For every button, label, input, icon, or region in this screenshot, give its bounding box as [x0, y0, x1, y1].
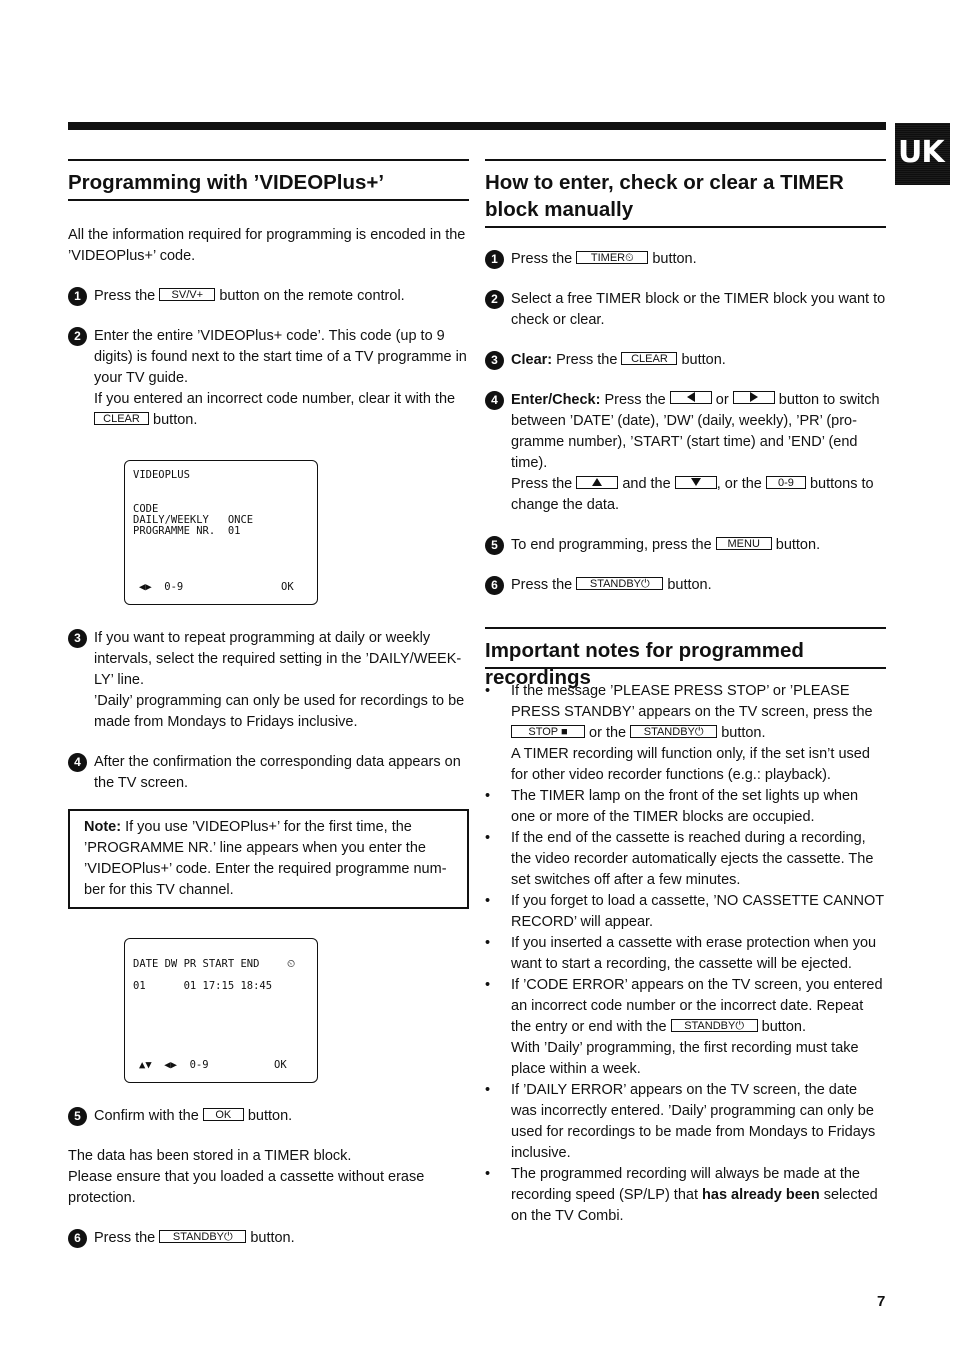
- step-number: 1: [485, 250, 504, 269]
- list-text: The programmed recording will always be made at the recording speed (SP/LP) that: [511, 1166, 860, 1203]
- list-text: If ’DAILY ERROR’ appears on the TV screen, the date was incorrectly entered. ’Daily’ programming can only be used for recordings to be made from Mondays to Fridays inclusive.: [511, 1082, 876, 1161]
- sv-v-plus-button: SV/V+: [159, 288, 215, 301]
- language-tab: [895, 123, 950, 185]
- step-number: 1: [68, 287, 87, 306]
- digits-button: 0-9: [766, 476, 806, 489]
- step-text: ’Daily’ programming can only be used for recordings to be made from Mondays to Fridays inclusive.: [94, 693, 465, 730]
- step-2: [68, 326, 469, 431]
- step-text: button to switch between ’DATE’ (date), ’DW’ (daily, weekly), ’PR’ (pro-gramme number), ’START’ (start time) and ’END’ (end time).: [511, 392, 880, 471]
- step-r3: [485, 350, 886, 371]
- step-r1: [485, 249, 886, 270]
- clock-icon: ⏲: [287, 958, 296, 970]
- left-arrow-button: [670, 391, 712, 404]
- screen-line: CODE: [133, 503, 159, 515]
- page-number: 7: [877, 1293, 886, 1310]
- step-number: 5: [68, 1107, 87, 1126]
- step-text: or: [715, 392, 729, 408]
- screen-footer-ok: OK: [274, 1059, 287, 1071]
- step-text: button.: [652, 251, 697, 267]
- screen-footer-ok: OK: [281, 581, 294, 593]
- screen-line: DAILY/WEEKLY ONCE: [133, 514, 254, 526]
- list-item: [485, 1080, 886, 1164]
- step-text: Select a free TIMER block or the TIMER block you want to check or clear.: [511, 291, 886, 328]
- step-text: To end programming, press the: [511, 537, 712, 553]
- note-text: If you use ’VIDEOPlus+’ for the first time, the ’PROGRAMME NR.’ line appears when you enter the ’VIDEOPlus+’ code. Enter the required programme num-ber for this TV channel.: [84, 819, 447, 898]
- note-label: Note:: [84, 819, 122, 835]
- left-column: [68, 159, 469, 431]
- list-item: [485, 681, 886, 786]
- list-text: A TIMER recording will function only, if the set isn’t used for other video recorder functions (e.g.: playback).: [511, 746, 870, 783]
- list-item: [485, 933, 886, 975]
- list-text: button.: [721, 725, 766, 741]
- list-text: If the end of the cassette is reached during a recording, the video recorder automatically ejects the cassette. The set switches off after a few minutes.: [511, 830, 874, 888]
- step-text: Press the: [511, 251, 573, 267]
- list-text-bold: has already been: [702, 1187, 820, 1203]
- step-label: Clear:: [511, 352, 553, 368]
- step-number: 4: [68, 753, 87, 772]
- step-3: [68, 628, 469, 733]
- step-r4: [485, 390, 886, 516]
- step-number: 3: [68, 629, 87, 648]
- step-r5: [485, 535, 886, 556]
- down-arrow-button: [675, 476, 717, 489]
- step-text: Enter the entire ’VIDEOPlus+ code’. This code (up to 9 digits) is found next to the start time of a TV programme in your TV guide.: [94, 328, 467, 386]
- step-number: 6: [68, 1229, 87, 1248]
- stored-text: The data has been stored in a TIMER block.: [68, 1148, 352, 1164]
- list-item: [485, 891, 886, 933]
- note-box: [68, 809, 469, 909]
- list-text: If you forget to load a cassette, ’NO CASSETTE CANNOT RECORD’ will appear.: [511, 893, 884, 930]
- step-text: button.: [247, 1108, 293, 1124]
- timer-button: TIMER⏲: [576, 251, 648, 264]
- stop-button: STOP ■: [511, 725, 585, 738]
- step-number: 3: [485, 351, 504, 370]
- step-text: and the: [622, 476, 671, 492]
- language-tab-label: UK: [898, 135, 944, 170]
- list-item: [485, 786, 886, 828]
- step-label: Enter/Check:: [511, 392, 601, 408]
- clear-button: CLEAR: [621, 352, 677, 365]
- step-r2: [485, 289, 886, 331]
- up-arrow-button: [576, 476, 618, 489]
- stored-text: Please ensure that you loaded a cassette without erase protection.: [68, 1169, 425, 1206]
- step-text: Press the: [511, 476, 573, 492]
- step-text: , or the: [716, 476, 762, 492]
- list-item: [485, 975, 886, 1080]
- right-column: [485, 159, 886, 1227]
- videoplus-heading: Programming with ’VIDEOPlus+’: [68, 159, 469, 201]
- left-arrow-icon: [687, 392, 695, 402]
- right-arrow-icon: [750, 392, 758, 402]
- step-text: Confirm with the: [94, 1108, 199, 1124]
- list-text: If ’CODE ERROR’ appears on the TV screen, you entered an incorrect code number or the incorrect date. Repeat the entry or end with the: [511, 977, 883, 1035]
- clear-button: CLEAR: [94, 412, 149, 425]
- left-column-bottom: [68, 1106, 469, 1249]
- step-text: If you want to repeat programming at daily or weekly intervals, select the required setting in the ’DAILY/WEEK-LY’ line.: [94, 630, 462, 688]
- step-text: button.: [667, 577, 712, 593]
- up-arrow-icon: [592, 478, 602, 486]
- tv-screen-timer: [124, 938, 318, 1083]
- tv-screen-videoplus: [124, 460, 318, 605]
- ok-button: OK: [203, 1108, 244, 1121]
- timer-heading: How to enter, check or clear a TIMER block manually: [485, 159, 886, 228]
- notes-heading: Important notes for programmed recordings: [485, 627, 886, 669]
- screen-line: PROGRAMME NR. 01: [133, 525, 241, 537]
- step-text: If you entered an incorrect code number, clear it with the: [94, 391, 456, 407]
- list-text: With ’Daily’ programming, the first recording must take place within a week.: [511, 1040, 859, 1077]
- notes-list: [485, 681, 886, 1227]
- step-text: button.: [153, 412, 198, 428]
- list-item: [485, 1164, 886, 1227]
- step-text: button.: [681, 352, 726, 368]
- screen-line: DATE DW PR START END: [133, 958, 260, 970]
- standby-button: STANDBY⏻: [671, 1019, 758, 1032]
- step-5: [68, 1106, 469, 1127]
- screen-line: VIDEOPLUS: [133, 469, 190, 481]
- step-text: Press the: [94, 288, 156, 304]
- step-number: 5: [485, 536, 504, 555]
- step-text: buttons to change the data.: [511, 476, 874, 513]
- top-rule: [68, 122, 886, 130]
- screen-footer-keys: ◀▶ 0-9: [139, 581, 184, 593]
- step-text: Press the: [94, 1230, 156, 1246]
- step-r6: [485, 575, 886, 596]
- step-text: After the confirmation the corresponding data appears on the TV screen.: [94, 754, 461, 791]
- step-4: [68, 752, 469, 794]
- intro-text: All the information required for programming is encoded in the ’VIDEOPlus+’ code.: [68, 227, 466, 264]
- step-6: [68, 1228, 469, 1249]
- step-text: button on the remote control.: [219, 288, 405, 304]
- menu-button: MENU: [716, 537, 772, 550]
- step-number: 4: [485, 391, 504, 410]
- step-text: Press the: [556, 352, 618, 368]
- step-number: 6: [485, 576, 504, 595]
- step-1: [68, 286, 469, 307]
- list-text: If you inserted a cassette with erase protection when you want to start a recording, the cassette will be ejected.: [511, 935, 877, 972]
- step-text: Press the: [511, 577, 573, 593]
- list-text: selected on the TV Combi.: [511, 1187, 878, 1224]
- standby-button: STANDBY⏻: [630, 725, 717, 738]
- right-arrow-button: [733, 391, 775, 404]
- standby-button: STANDBY⏻: [576, 577, 663, 590]
- step-text: button.: [250, 1230, 295, 1246]
- list-text: If the message ’PLEASE PRESS STOP’ or ’PLEASE PRESS STANDBY’ appears on the TV screen, press the: [511, 683, 873, 720]
- screen-line: 01 01 17:15 18:45: [133, 980, 273, 992]
- list-item: [485, 828, 886, 891]
- down-arrow-icon: [691, 478, 701, 486]
- list-text: The TIMER lamp on the front of the set lights up when one or more of the TIMER blocks are occupied.: [511, 788, 859, 825]
- step-number: 2: [485, 290, 504, 309]
- standby-button: STANDBY⏻: [159, 1230, 246, 1243]
- step-text: button.: [775, 537, 821, 553]
- list-text: or the: [589, 725, 627, 741]
- screen-footer-keys: ▲▼ ◀▶ 0-9: [139, 1059, 209, 1071]
- step-number: 2: [68, 327, 87, 346]
- list-text: button.: [761, 1019, 806, 1035]
- left-column-lower: [68, 628, 469, 909]
- step-text: Press the: [604, 392, 666, 408]
